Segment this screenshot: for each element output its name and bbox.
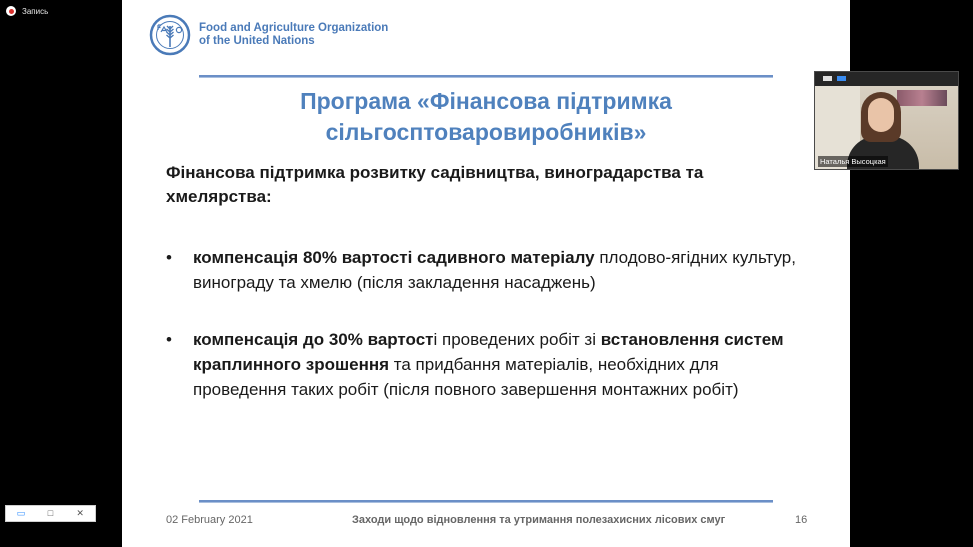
participant-video-tile[interactable] [814,71,959,170]
page-number: 16 [795,514,808,526]
fao-emblem-icon [149,14,191,56]
bullet-text: компенсація до 30% вартості проведених робіт зі встановлення систем краплинного зрошення та придбання матеріалів, необхідних для проведення таких робіт (після повного завершення монтажних робіт) [193,330,784,399]
participant-face [868,98,894,132]
video-tile-toolbar[interactable] [815,72,958,86]
slide-title [182,86,790,148]
org-name-line1: Food and Agriculture Organization [199,22,389,34]
footer-date: 02 February 2021 [166,514,253,526]
slide-subheading [166,161,766,209]
footer-divider [199,500,773,503]
slide-subheading-line2: хмелярства: [166,187,272,206]
bullet-text: компенсація 80% вартості садивного матеріалу плодово-ягідних культур, винограду та хмелю (після закладення насаджень) [193,248,796,292]
recording-label: Запись [22,6,49,16]
recording-indicator[interactable] [6,6,48,16]
bullet-item [166,245,806,295]
footer-title: Заходи щодо відновлення та утримання полезахисних лісових смуг [352,514,726,526]
header-divider [199,75,773,78]
camera-icon[interactable]: ▭ [16,508,26,518]
participant-name: Наталья Высоцкая [820,157,886,166]
record-icon [6,6,16,16]
tile-option-icon[interactable] [823,76,832,81]
restore-icon[interactable]: □ [47,508,54,518]
bullet-item [166,327,806,402]
mini-window-controls [5,505,96,522]
slide-title-line1: Програма «Фінансова підтримка [300,88,672,114]
bullet-icon: • [166,248,172,267]
shared-slide [122,0,850,547]
video-background-painting [897,90,947,106]
fao-logo [149,14,388,56]
close-icon[interactable]: ✕ [76,508,84,518]
slide-subheading-line1: Фінансова підтримка розвитку садівництва, виноградарства та [166,163,704,182]
slide-title-line2: сільгосптоваровиробників» [325,119,647,145]
bullet-icon: • [166,330,172,349]
tile-active-icon[interactable] [837,76,846,81]
org-name-line2: of the United Nations [199,35,315,47]
